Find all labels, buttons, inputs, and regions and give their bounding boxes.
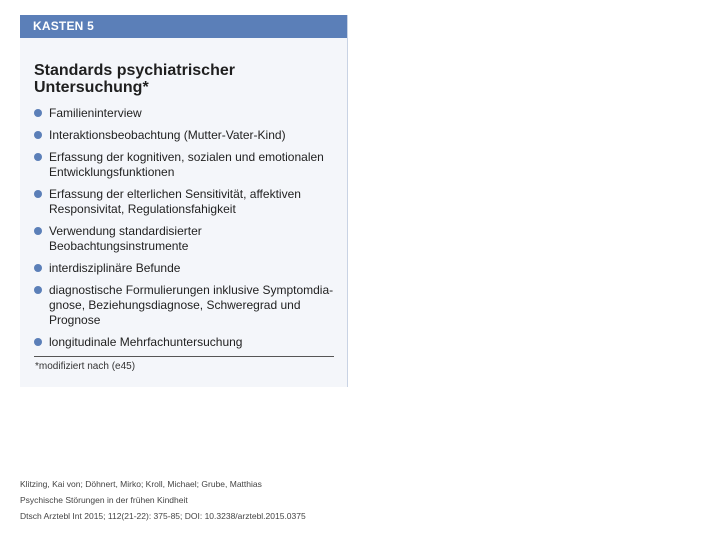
bullet-icon: [34, 109, 42, 117]
footnote-divider: [34, 356, 334, 357]
list-item: [34, 224, 337, 254]
list-item: [34, 283, 337, 328]
list-item-text: Erfassung der elterlichen Sensitivität, affektiven Responsivitat, Regulationsfahigkeit: [49, 187, 301, 216]
citation-title: Psychische Störungen in der frühen Kindheit: [20, 495, 188, 505]
bullet-icon: [34, 338, 42, 346]
list-item-text: Interaktionsbeobachtung (Mutter-Vater-Kind): [49, 128, 286, 142]
box-title: [34, 62, 347, 96]
list-item-text: longitudinale Mehrfachuntersuchung: [49, 335, 243, 349]
bullet-icon: [34, 227, 42, 235]
bullet-icon: [34, 153, 42, 161]
bullet-icon: [34, 190, 42, 198]
list-item-text: diagnostische Formulierungen inklusive Symptomdia-gnose, Beziehungsdiagnose, Schweregrad und Prognose: [49, 283, 334, 327]
info-box: [20, 15, 348, 387]
list-item: [34, 335, 337, 350]
list-item-text: Verwendung standardisierter Beobachtungsinstrumente: [49, 224, 202, 253]
list-item: [34, 106, 337, 121]
citation-authors: Klitzing, Kai von; Döhnert, Mirko; Kroll, Michael; Grube, Matthias: [20, 479, 262, 489]
list-item: [34, 150, 337, 180]
citation-source: Dtsch Arztebl Int 2015; 112(21-22): 375-85; DOI: 10.3238/arztebl.2015.0375: [20, 511, 306, 521]
list-item-text: interdisziplinäre Befunde: [49, 261, 181, 275]
footnote: *modifiziert nach (e45): [35, 361, 136, 372]
list-item: [34, 187, 337, 217]
list-item: [34, 261, 337, 276]
box-label: KASTEN 5: [20, 15, 347, 38]
box-title-line1: Standards psychiatrischer: [34, 62, 235, 79]
item-list: [20, 106, 347, 350]
box-title-line2: Untersuchung*: [34, 79, 149, 96]
bullet-icon: [34, 131, 42, 139]
bullet-icon: [34, 286, 42, 294]
list-item-text: Familieninterview: [49, 106, 142, 120]
citation: [20, 476, 306, 524]
bullet-icon: [34, 264, 42, 272]
list-item-text: Erfassung der kognitiven, sozialen und emotionalen Entwicklungsfunktionen: [49, 150, 324, 179]
list-item: [34, 128, 337, 143]
